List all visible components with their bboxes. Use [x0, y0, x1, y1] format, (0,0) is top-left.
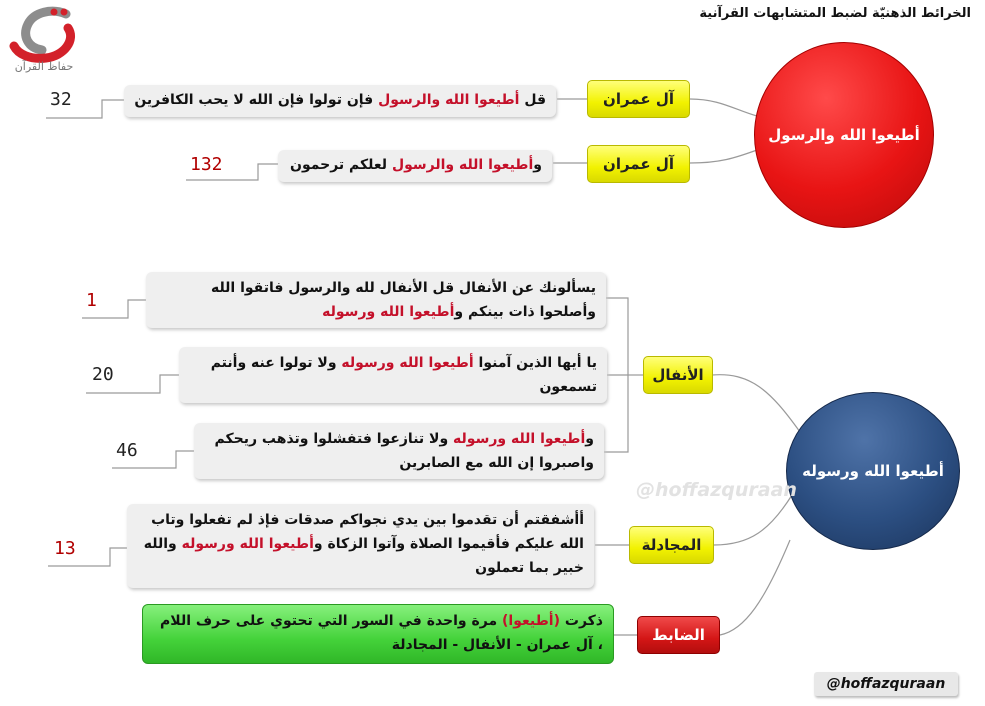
hub-label: أطيعوا الله ورسوله — [802, 462, 944, 480]
watermark: @hoffazquraan — [636, 479, 797, 501]
rule-box: ذكرت (أطيعوا) مرة واحدة في السور التي تحتوي على حرف اللام ، آل عمران - الأنفال - المجادلة — [142, 604, 614, 664]
hub-circle-red — [754, 42, 934, 228]
logo-mark — [8, 6, 82, 88]
page-title: الخرائط الذهنيّة لضبط المتشابهات القرآنية — [699, 6, 971, 21]
logo-text: حفاظ القرآن — [14, 60, 74, 73]
verse-box-anfal-20: يا أيها الذين آمنوا أطيعوا الله ورسوله ولا تولوا عنه وأنتم تسمعون — [179, 347, 607, 403]
verse-number: 132 — [190, 154, 223, 175]
hub-circle-blue — [786, 392, 960, 550]
verse-box-mujadila-13: أأشفقتم أن تقدموا بين يدي نجواكم صدقات فإذ لم تفعلوا وتاب الله عليكم فأقيموا الصلاة وآتوا الزكاة وأطيعوا الله ورسوله والله خبير بما تعملون — [127, 504, 594, 588]
verse-number: 20 — [92, 364, 114, 385]
verse-number: 13 — [54, 538, 76, 559]
surah-label-al-imran-2: آل عمران — [587, 145, 690, 183]
verse-box-al-imran-32: قل أطيعوا الله والرسول فإن تولوا فإن الله لا يحب الكافرين — [124, 85, 556, 117]
verse-box-anfal-1: يسألونك عن الأنفال قل الأنفال لله والرسول فاتقوا الله وأصلحوا ذات بينكم وأطيعوا الله ورسوله — [146, 272, 606, 328]
rule-label: الضابط — [637, 616, 720, 654]
verse-number: 46 — [116, 440, 138, 461]
verse-box-al-imran-132: وأطيعوا الله والرسول لعلكم ترحمون — [278, 150, 552, 182]
verse-number: 32 — [50, 89, 72, 110]
verse-number: 1 — [86, 290, 97, 311]
hub-label: أطيعوا الله والرسول — [768, 126, 920, 144]
verse-box-anfal-46: وأطيعوا الله ورسوله ولا تنازعوا فتفشلوا وتذهب ريحكم واصبروا إن الله مع الصابرين — [194, 423, 604, 479]
surah-label-al-imran-1: آل عمران — [587, 80, 690, 118]
surah-label-anfal: الأنفال — [643, 356, 713, 394]
surah-label-mujadila: المجادلة — [629, 526, 714, 564]
social-handle: @hoffazquraan — [814, 672, 958, 696]
